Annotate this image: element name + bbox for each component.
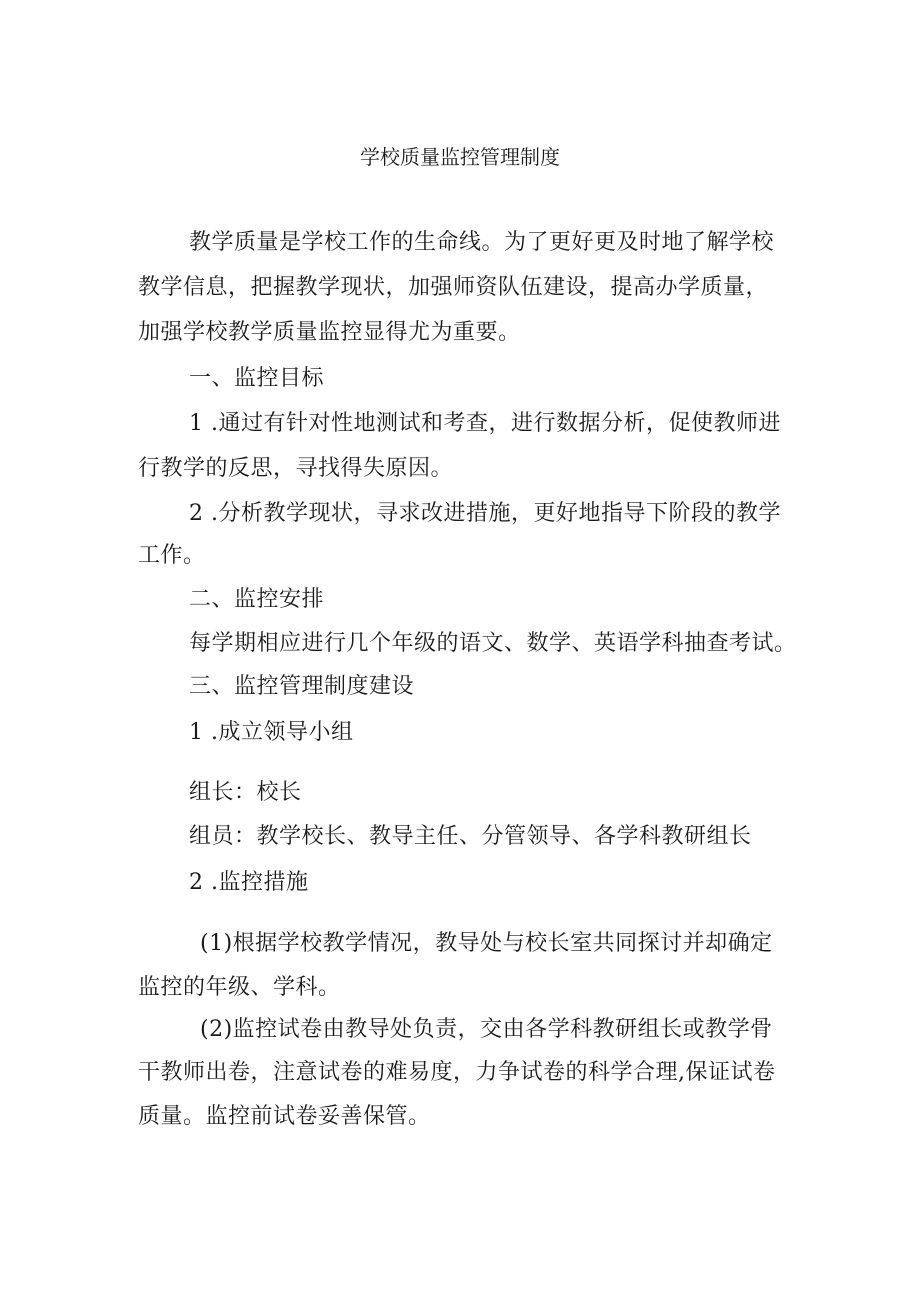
section2-body: 每学期相应进行几个年级的语文、数学、英语学科抽查考试。 [189,631,797,656]
measure2-line-3: 质量。监控前试卷妥善保管。 [138,1104,431,1129]
measure2-line-1: (2)监控试卷由教导处负责，交由各学科教研组长或教学骨 [200,1017,773,1042]
goal2-line-1: 2 .分析教学现状，寻求改进措施，更好地指导下阶段的教学 [189,501,781,526]
measure1-line-2: 监控的年级、学科。 [138,975,341,1000]
measure2-line-2: 干教师出卷，注意试卷的难易度，力争试卷的科学合理,保证试卷 [138,1060,776,1085]
section2-heading: 二、监控安排 [189,587,325,612]
group-leader: 组长：校长 [189,780,302,805]
subheading-leading-group: 1 .成立领导小组 [189,720,354,745]
goal1-line-1: 1 .通过有针对性地测试和考查，进行数据分析，促使教师进 [189,411,781,436]
intro-line-1: 教学质量是学校工作的生命线。为了更好更及时地了解学校 [189,230,775,255]
intro-line-2: 教学信息，把握教学现状，加强师资队伍建设，提高办学质量， [138,275,769,300]
measure1-line-1: (1)根据学校教学情况，教导处与校长室共同探讨并却确定 [200,931,773,956]
subheading-measures: 2 .监控措施 [189,870,309,895]
goal2-line-2: 工作。 [138,543,206,568]
section3-heading: 三、监控管理制度建设 [189,674,415,699]
section1-heading: 一、监控目标 [189,366,325,391]
goal1-line-2: 行教学的反思，寻找得失原因。 [138,456,454,481]
document-title: 学校质量监控管理制度 [360,145,560,169]
intro-line-3: 加强学校教学质量监控显得尤为重要。 [138,320,521,345]
group-members: 组员：教学校长、教导主任、分管领导、各学科教研组长 [189,824,752,849]
